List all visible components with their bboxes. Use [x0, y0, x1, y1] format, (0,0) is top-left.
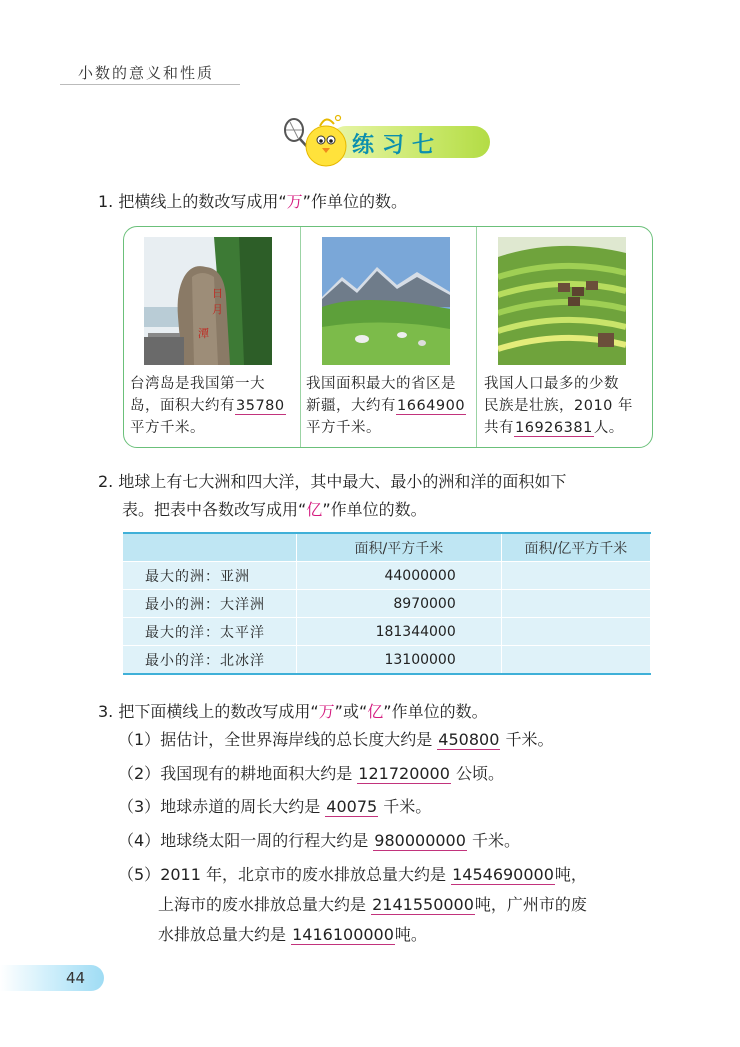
caption-line: 民族是壮族，2010 年	[484, 398, 634, 414]
page-number-tab	[0, 965, 104, 991]
row-label: 最大的洲：亚洲	[123, 562, 296, 590]
svg-text:月: 月	[212, 303, 223, 316]
sub-text: 2011 年，北京市的废水排放总量大约是	[160, 865, 446, 884]
caption-line	[484, 417, 652, 439]
caption-line: 平方千米。	[130, 420, 205, 436]
unit-highlight: 万	[318, 702, 335, 721]
table-header-cell: 面积/平方千米	[296, 533, 501, 562]
sub-text: 公顷。	[456, 764, 505, 783]
sub-label: （3）	[118, 797, 161, 816]
blank-value: 1416100000	[292, 925, 394, 944]
sub-text: 上海市的废水排放总量大约是	[158, 895, 367, 914]
caption-xinjiang	[306, 373, 474, 439]
unit-highlight: 亿	[367, 702, 384, 721]
caption-line: 平方千米。	[306, 420, 381, 436]
question-line	[98, 496, 566, 524]
sub-text: 地球赤道的周长大约是	[160, 797, 321, 816]
sub-text: 吨。	[394, 925, 427, 944]
chick-mascot-icon	[278, 112, 358, 172]
svg-text:潭: 潭	[198, 327, 209, 340]
sub-label: （4）	[118, 831, 161, 850]
question-text: ”作单位的数。	[383, 702, 488, 721]
area-value: 181344000	[296, 618, 501, 646]
sub-text: 吨，广州市的废	[474, 895, 587, 914]
xinjiang-grassland-photo	[322, 237, 450, 365]
question-1	[98, 188, 407, 216]
sub-label: （1）	[118, 730, 161, 749]
sub-question-3	[118, 792, 431, 822]
chapter-header: 小数的意义和性质	[78, 64, 215, 82]
photo-panel	[123, 226, 653, 448]
question-number: 3.	[98, 702, 114, 721]
caption-line	[306, 395, 474, 417]
table-header-cell: 面积/亿平方千米	[501, 533, 650, 562]
sub-text: 水排放总量大约是	[158, 925, 287, 944]
svg-text:日: 日	[212, 287, 223, 300]
blank-value: 121720000	[358, 764, 450, 783]
caption-text: 岛，面积大约有	[130, 398, 235, 414]
column-divider	[476, 227, 477, 447]
unit-highlight: 亿	[306, 500, 323, 519]
sub-text: 据估计，全世界海岸线的总长度大约是	[160, 730, 433, 749]
blank-value: 16926381	[515, 420, 593, 436]
area-value: 44000000	[296, 562, 501, 590]
sub-text: 千米。	[505, 730, 554, 749]
rice-terraces-photo	[498, 237, 626, 365]
question-text: 把下面横线上的数改写成用“	[118, 702, 319, 721]
row-label: 最小的洋：北冰洋	[123, 646, 296, 675]
table-row	[123, 562, 651, 590]
taiwan-rock-photo	[144, 237, 272, 365]
table-header-row	[123, 533, 651, 562]
question-number: 2.	[98, 472, 114, 491]
caption-taiwan	[130, 373, 298, 439]
table-row	[123, 646, 651, 675]
answer-cell	[501, 646, 650, 675]
unit-highlight: 万	[286, 192, 303, 211]
question-text: 把横线上的数改写成用“	[118, 192, 287, 211]
answer-cell	[501, 618, 650, 646]
exercise-title: 练习七	[352, 133, 443, 158]
caption-line	[130, 395, 298, 417]
question-2	[98, 468, 566, 524]
sub-question-2	[118, 759, 504, 789]
sub-line	[118, 890, 658, 920]
table-row	[123, 618, 651, 646]
blank-value: 450800	[438, 730, 500, 749]
sub-line	[118, 920, 658, 950]
blank-value: 980000000	[374, 831, 466, 850]
question-text: 表。把表中各数改写成用“	[122, 500, 307, 519]
sub-text: 千米。	[472, 831, 521, 850]
blank-value: 35780	[236, 398, 285, 414]
question-text: ”作单位的数。	[322, 500, 427, 519]
caption-line: 我国面积最大的省区是	[306, 376, 456, 392]
caption-text: 新疆，大约有	[306, 398, 396, 414]
area-value: 8970000	[296, 590, 501, 618]
caption-text: 共有	[484, 420, 514, 436]
answer-cell	[501, 590, 650, 618]
sub-text: 吨，	[554, 865, 587, 884]
blank-value: 2141550000	[372, 895, 474, 914]
question-number: 1.	[98, 192, 114, 211]
sub-text: 千米。	[383, 797, 432, 816]
header-divider	[60, 84, 240, 85]
blank-value: 40075	[326, 797, 378, 816]
area-table	[123, 532, 651, 675]
question-text: ”或“	[334, 702, 368, 721]
row-label: 最小的洲：大洋洲	[123, 590, 296, 618]
sub-question-4	[118, 826, 520, 856]
question-line	[98, 468, 566, 496]
sub-label: （5）	[118, 865, 161, 884]
caption-zhuang	[484, 373, 652, 439]
blank-value: 1454690000	[452, 865, 554, 884]
sub-text: 我国现有的耕地面积大约是	[160, 764, 353, 783]
table-row	[123, 590, 651, 618]
sub-text: 地球绕太阳一周的行程大约是	[160, 831, 369, 850]
sub-label: （2）	[118, 764, 161, 783]
area-value: 13100000	[296, 646, 501, 675]
question-text: ”作单位的数。	[302, 192, 407, 211]
sub-line	[118, 860, 658, 890]
caption-line: 台湾岛是我国第一大	[130, 376, 265, 392]
question-text: 地球上有七大洲和四大洋，其中最大、最小的洲和洋的面积如下	[118, 472, 567, 491]
blank-value: 1664900	[397, 398, 466, 414]
question-3	[98, 698, 488, 726]
caption-line: 我国人口最多的少数	[484, 376, 619, 392]
page-number: 44	[66, 969, 86, 987]
sub-question-5	[118, 860, 658, 950]
table-header-cell	[123, 533, 296, 562]
sub-question-1	[118, 725, 553, 755]
answer-cell	[501, 562, 650, 590]
exercise-title-banner	[278, 112, 478, 172]
column-divider	[300, 227, 301, 447]
row-label: 最大的洋：太平洋	[123, 618, 296, 646]
caption-text: 人。	[593, 420, 624, 436]
